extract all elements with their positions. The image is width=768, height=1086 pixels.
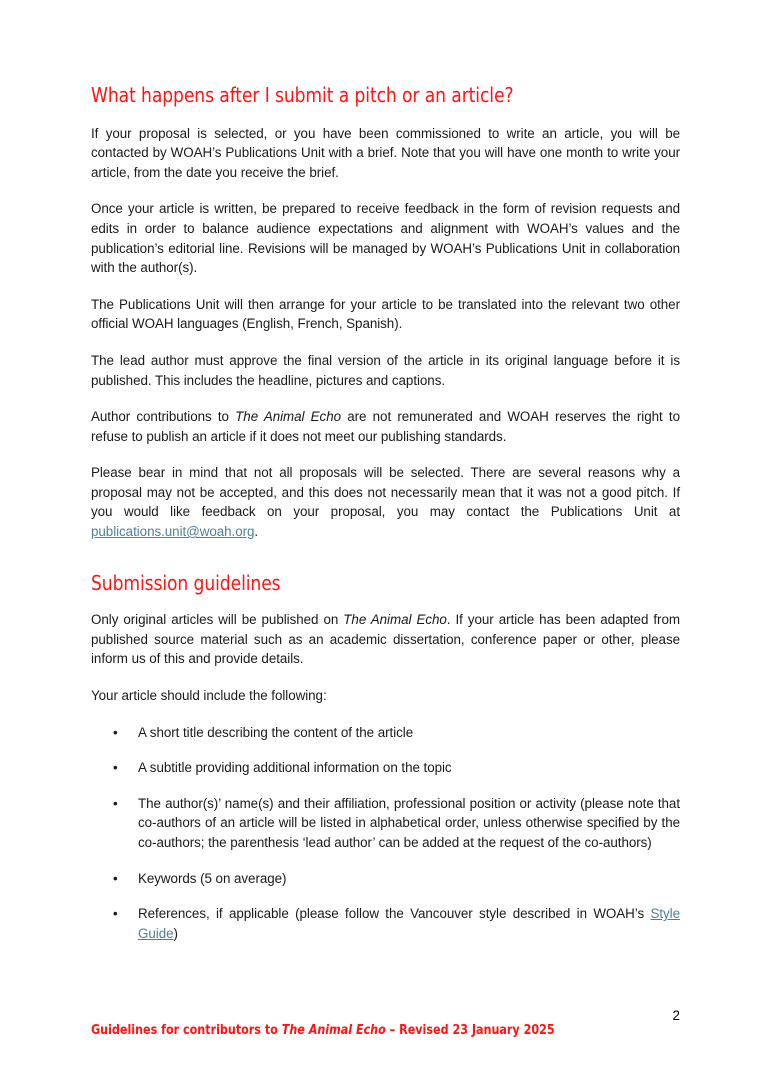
submission-requirements-list	[91, 723, 680, 944]
page-number: 2	[672, 1008, 680, 1023]
paragraph-revision-requests: Once your article is written, be prepared to receive feedback in the form of revision requests and edits in order to balance audience expectations and alignment with WOAH’s values and the publication’s editorial line. Revisions will be managed by WOAH’s Publications Unit in collaboration with the author(s).	[91, 201, 680, 276]
paragraph-author-contributions	[91, 407, 680, 446]
feedback-text-after: .	[254, 524, 259, 540]
list-item-text-after: )	[173, 925, 178, 941]
bullet-icon: •	[113, 870, 118, 886]
only-original-text-after: . If your article has been adapted from published source material such as an academic dissertation, conference paper or other, please inform us of this and provide details.	[91, 612, 680, 667]
list-item	[91, 794, 680, 853]
author-contributions-text-before: Author contributions to	[91, 409, 236, 425]
bullet-icon: •	[113, 795, 118, 811]
author-contributions-text-after: are not remunerated and WOAH reserves the right to refuse to publish an article if it does not meet our publishing standards.	[91, 409, 680, 444]
footer-publication-title: The Animal Echo	[281, 1023, 386, 1038]
only-original-text-before: Only original articles will be published on	[91, 612, 344, 628]
publications-unit-email-link[interactable]: publications.unit@woah.org	[91, 524, 255, 540]
paragraph-translation: The Publications Unit will then arrange for your article to be translated into the relevant two other official WOAH languages (English, French, Spanish).	[91, 296, 680, 332]
bullet-icon: •	[113, 724, 118, 740]
bullet-icon: •	[113, 906, 118, 922]
list-item-label: Keywords (5 on average)	[138, 870, 287, 886]
style-guide-link[interactable]: Style Guide	[138, 906, 680, 941]
list-item-text-before: References, if applicable (please follow the Vancouver style described in WOAH’s	[138, 906, 651, 922]
footer-text	[91, 1023, 645, 1039]
list-item	[91, 758, 680, 778]
list-item-label: A subtitle providing additional information on the topic	[138, 760, 452, 776]
document-content	[91, 84, 680, 943]
heading-submission-guidelines: Submission guidelines	[91, 570, 281, 595]
paragraph-article-should-include: Your article should include the following:	[91, 688, 327, 703]
feedback-text-before: Please bear in mind that not all proposals will be selected. There are several reasons why a proposal may not be accepted, and this does not necessarily mean that it was not a good pitch. If you would like feedback on your proposal, you may contact the Publications Unit at	[91, 465, 680, 520]
list-item	[91, 723, 680, 743]
list-item	[91, 904, 680, 943]
footer-text-after: – Revised 23 January 2025	[385, 1023, 555, 1038]
document-footer	[91, 1023, 680, 1039]
paragraph-lead-author-approval: The lead author must approve the final version of the article in its original language before it is published. This includes the headline, pictures and captions.	[91, 352, 680, 388]
footer-text-before: Guidelines for contributors to	[91, 1023, 282, 1038]
paragraph-feedback-contact	[91, 463, 680, 541]
publication-title-italic: The Animal Echo	[235, 409, 341, 425]
bullet-icon: •	[113, 760, 118, 776]
list-item	[91, 869, 680, 889]
list-item-label: The author(s)’ name(s) and their affiliation, professional position or activity (please note that co-authors of an article will be listed in alphabetical order, unless otherwise specified by the co-authors; the parenthesis ‘lead author’ can be added at the request of the co-authors)	[138, 795, 680, 850]
list-item-label: A short title describing the content of the article	[138, 724, 414, 740]
paragraph-proposal-selected: If your proposal is selected, or you have been commissioned to write an article, you will be contacted by WOAH’s Publications Unit with a brief. Note that you will have one month to write your article, from the date you receive the brief.	[91, 125, 680, 180]
publication-title-italic: The Animal Echo	[343, 612, 447, 628]
heading-what-happens-after-submit: What happens after I submit a pitch or an article?	[91, 83, 514, 107]
paragraph-only-original-articles	[91, 610, 680, 669]
